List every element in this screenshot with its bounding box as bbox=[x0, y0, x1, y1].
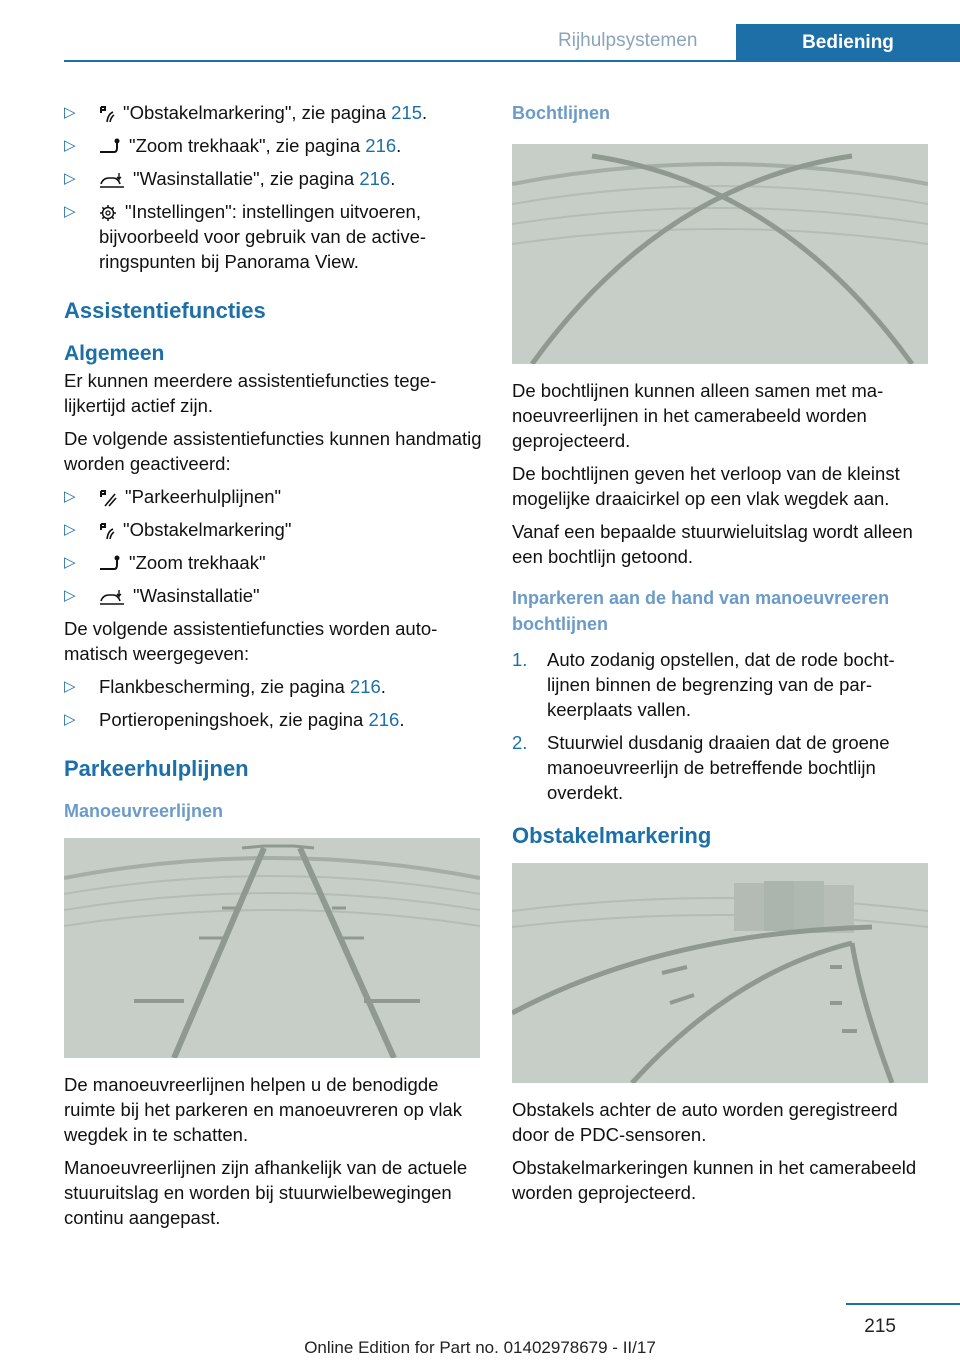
paragraph: De manoeuvreerlijnen helpen u de benodigde ruimte bij het parkeren en manoeuvreren op vlak wegdek in te schatten. bbox=[64, 1074, 462, 1145]
triangle-bullet-icon: ▷ bbox=[64, 137, 76, 154]
paragraph: Obstakelmarkeringen kunnen in het camerabeeld worden geprojecteerd. bbox=[512, 1157, 917, 1203]
tow-hitch-zoom-icon bbox=[99, 555, 121, 573]
page-link[interactable]: 216 bbox=[368, 709, 400, 730]
step-number: 2. bbox=[512, 732, 528, 753]
item-text: "Wasinstallatie" bbox=[133, 585, 260, 606]
page-number: 215 bbox=[864, 1316, 896, 1337]
list-item: 2. Stuurwiel dusdanig draaien dat de groene manoeuvreerlijn de betreffende bochtlijn overdekt. bbox=[512, 732, 890, 803]
obstacle-marking-image bbox=[512, 863, 928, 1083]
header-section: Rijhulpsystemen bbox=[558, 30, 698, 51]
car-wash-icon bbox=[99, 588, 125, 606]
maneuvering-lines-image bbox=[64, 838, 480, 1058]
item-text: "Obstakelmarkering" bbox=[123, 519, 292, 540]
heading-algemeen: Algemeen bbox=[64, 342, 165, 365]
list-item: 1. Auto zodanig opstellen, dat de rode bochtlijnen binnen de begrenzing van de parkeerplaats vallen. bbox=[512, 649, 895, 720]
triangle-bullet-icon: ▷ bbox=[64, 678, 76, 695]
left-column bbox=[64, 100, 482, 1238]
page-link[interactable]: 216 bbox=[359, 168, 391, 189]
heading-bochtlijnen: Bochtlijnen bbox=[512, 103, 610, 123]
list-item: ▷ "Obstakelmarkering", zie pagina 215. bbox=[64, 102, 428, 123]
triangle-bullet-icon: ▷ bbox=[64, 170, 76, 187]
triangle-bullet-icon: ▷ bbox=[64, 554, 76, 571]
list-item: ▷ "Zoom trekhaak", zie pagina 216. bbox=[64, 135, 402, 156]
tow-hitch-zoom-icon bbox=[99, 138, 121, 156]
triangle-bullet-icon: ▷ bbox=[64, 587, 76, 604]
list-item bbox=[64, 550, 482, 575]
footer-rule bbox=[846, 1303, 960, 1305]
list-item: ▷ Portieropeningshoek, zie pagina 216. bbox=[64, 709, 405, 730]
paragraph: De volgende assistentiefuncties kunnen handmatig worden geactiveerd: bbox=[64, 428, 482, 474]
page-link[interactable]: 215 bbox=[391, 102, 423, 123]
obstacle-marking-icon bbox=[99, 105, 115, 123]
heading-assistentiefuncties: Assistentiefuncties bbox=[64, 298, 266, 323]
list-item: ▷ "Wasinstallatie", zie pagina 216. bbox=[64, 168, 396, 189]
item-text: "Instellingen": instellingen uitvoeren, bijvoorbeeld voor gebruik van de activeringspunten bij Panorama View. bbox=[99, 201, 427, 272]
triangle-bullet-icon: ▷ bbox=[64, 488, 76, 505]
paragraph: De bochtlijnen geven het verloop van de kleinst mogelijke draaicirkel op een vlak wegdek aan. bbox=[512, 463, 900, 509]
list-item bbox=[64, 199, 482, 274]
paragraph: Manoeuvreerlijnen zijn afhankelijk van de actuele stuuruitslag en worden bij stuurwielbewegingen continu aangepast. bbox=[64, 1157, 468, 1228]
paragraph: Er kunnen meerdere assistentiefuncties tegelijkertijd actief zijn. bbox=[64, 370, 437, 416]
triangle-bullet-icon: ▷ bbox=[64, 711, 76, 728]
heading-inparkeren: Inparkeren aan de hand van manoeuvreeren bochtlijnen bbox=[512, 588, 890, 634]
step-number: 1. bbox=[512, 649, 528, 670]
heading-obstakelmarkering: Obstakelmarkering bbox=[512, 823, 712, 848]
triangle-bullet-icon: ▷ bbox=[64, 104, 76, 121]
page-link[interactable]: 216 bbox=[349, 676, 381, 697]
list-item bbox=[64, 583, 482, 608]
turning-lines-image bbox=[512, 144, 928, 364]
right-column bbox=[512, 100, 928, 1213]
paragraph: De bochtlijnen kunnen alleen samen met manoeuvreerlijnen in het camerabeeld worden geprojecteerd. bbox=[512, 380, 884, 451]
obstacle-marking-icon bbox=[99, 522, 115, 540]
list-item bbox=[64, 517, 482, 542]
paragraph: De volgende assistentiefuncties worden automatisch weergegeven: bbox=[64, 618, 438, 664]
list-item: ▷ Flankbescherming, zie pagina 216. bbox=[64, 676, 386, 697]
parking-lines-icon bbox=[99, 489, 117, 507]
header-rule bbox=[64, 60, 960, 62]
header-tab: Bediening bbox=[736, 24, 960, 62]
triangle-bullet-icon: ▷ bbox=[64, 521, 76, 538]
top-list bbox=[64, 100, 482, 274]
item-text: "Zoom trekhaak" bbox=[129, 552, 266, 573]
paragraph: Obstakels achter de auto worden geregistreerd door de PDC-sensoren. bbox=[512, 1099, 898, 1145]
item-text: "Wasinstallatie", zie pagina bbox=[133, 168, 360, 189]
page-link[interactable]: 216 bbox=[365, 135, 397, 156]
car-wash-icon bbox=[99, 171, 125, 189]
triangle-bullet-icon: ▷ bbox=[64, 203, 76, 220]
item-text: "Parkeerhulplijnen" bbox=[125, 486, 282, 507]
item-text: "Obstakelmarkering", zie pagina bbox=[123, 102, 392, 123]
heading-parkeerhulplijnen: Parkeerhulplijnen bbox=[64, 756, 249, 781]
auto-functions-list bbox=[64, 674, 482, 732]
item-text: "Zoom trekhaak", zie pagina bbox=[129, 135, 366, 156]
footer-edition: Online Edition for Part no. 01402978679 - II/17 bbox=[304, 1338, 656, 1357]
list-item bbox=[64, 484, 482, 509]
gear-icon bbox=[99, 204, 117, 222]
manual-functions-list bbox=[64, 484, 482, 608]
paragraph: Vanaf een bepaalde stuurwieluitslag wordt alleen een bochtlijn getoond. bbox=[512, 521, 913, 567]
heading-manoeuvreerlijnen: Manoeuvreerlijnen bbox=[64, 801, 224, 821]
steps-list bbox=[512, 647, 928, 805]
